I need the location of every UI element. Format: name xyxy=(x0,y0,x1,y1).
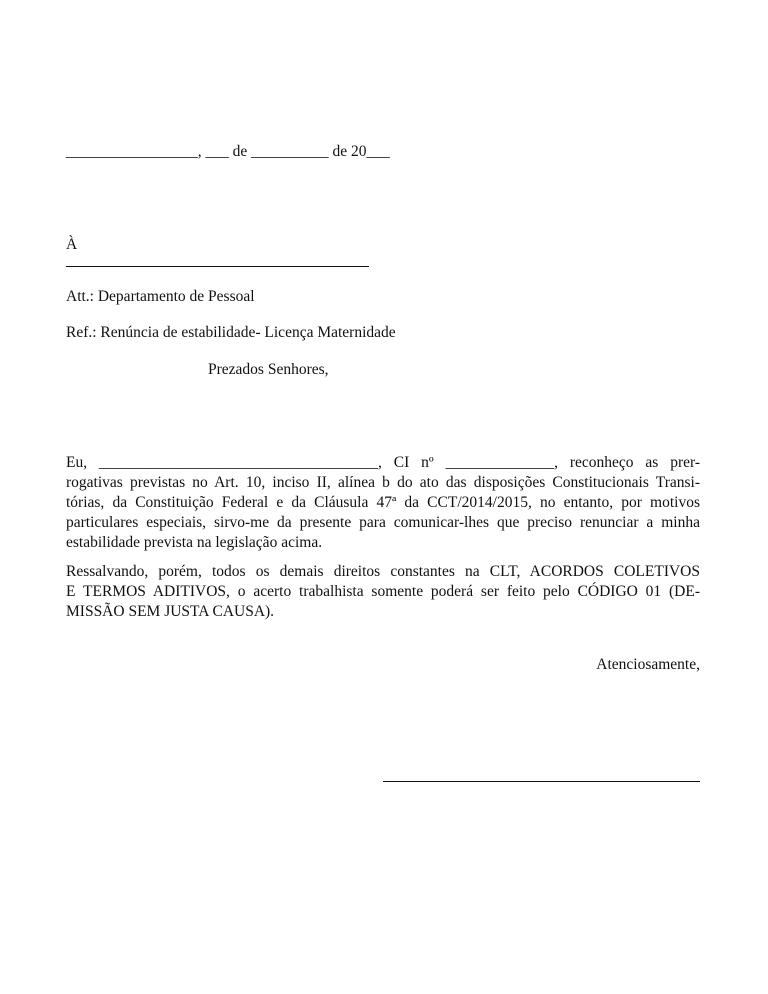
recipient-blank-rule xyxy=(66,266,369,267)
signature-line xyxy=(383,781,700,782)
place-date-line: _________________, ___ de __________ de 20___ xyxy=(66,143,390,160)
closing-salutation: Atenciosamente, xyxy=(596,656,700,673)
paragraph-1-line: rogativas previstas no Art. 10, inciso II, alínea b do ato das disposições Constitucionais Transi- xyxy=(66,474,700,491)
paragraph-2-line: Ressalvando, porém, todos os demais direitos constantes na CLT, ACORDOS COLETIVOS xyxy=(66,563,700,580)
reference-line: Ref.: Renúncia de estabilidade- Licença Maternidade xyxy=(66,324,396,341)
recipient-prefix: À xyxy=(66,236,78,253)
paragraph-1-line: particulares especiais, sirvo-me da presente para comunicar-lhes que preciso renunciar a minha xyxy=(66,514,700,531)
paragraph-2-line: MISSÃO SEM JUSTA CAUSA). xyxy=(66,603,275,620)
body-paragraph-2 xyxy=(66,562,700,622)
body-paragraph-1 xyxy=(66,453,700,553)
paragraph-2-line: E TERMOS ADITIVOS, o acerto trabalhista somente poderá ser feito pelo CÓDIGO 01 (DE- xyxy=(66,583,700,600)
paragraph-1-line: tórias, da Constituição Federal e da Cláusula 47ª da CCT/2014/2015, no entanto, por motivos xyxy=(66,494,700,511)
paragraph-1-line: Eu, ____________________________________, CI nº ______________, reconheço as prer- xyxy=(66,454,700,471)
greeting: Prezados Senhores, xyxy=(208,361,329,378)
attention-line: Att.: Departamento de Pessoal xyxy=(66,288,255,305)
paragraph-1-line: estabilidade prevista na legislação acima. xyxy=(66,534,323,551)
